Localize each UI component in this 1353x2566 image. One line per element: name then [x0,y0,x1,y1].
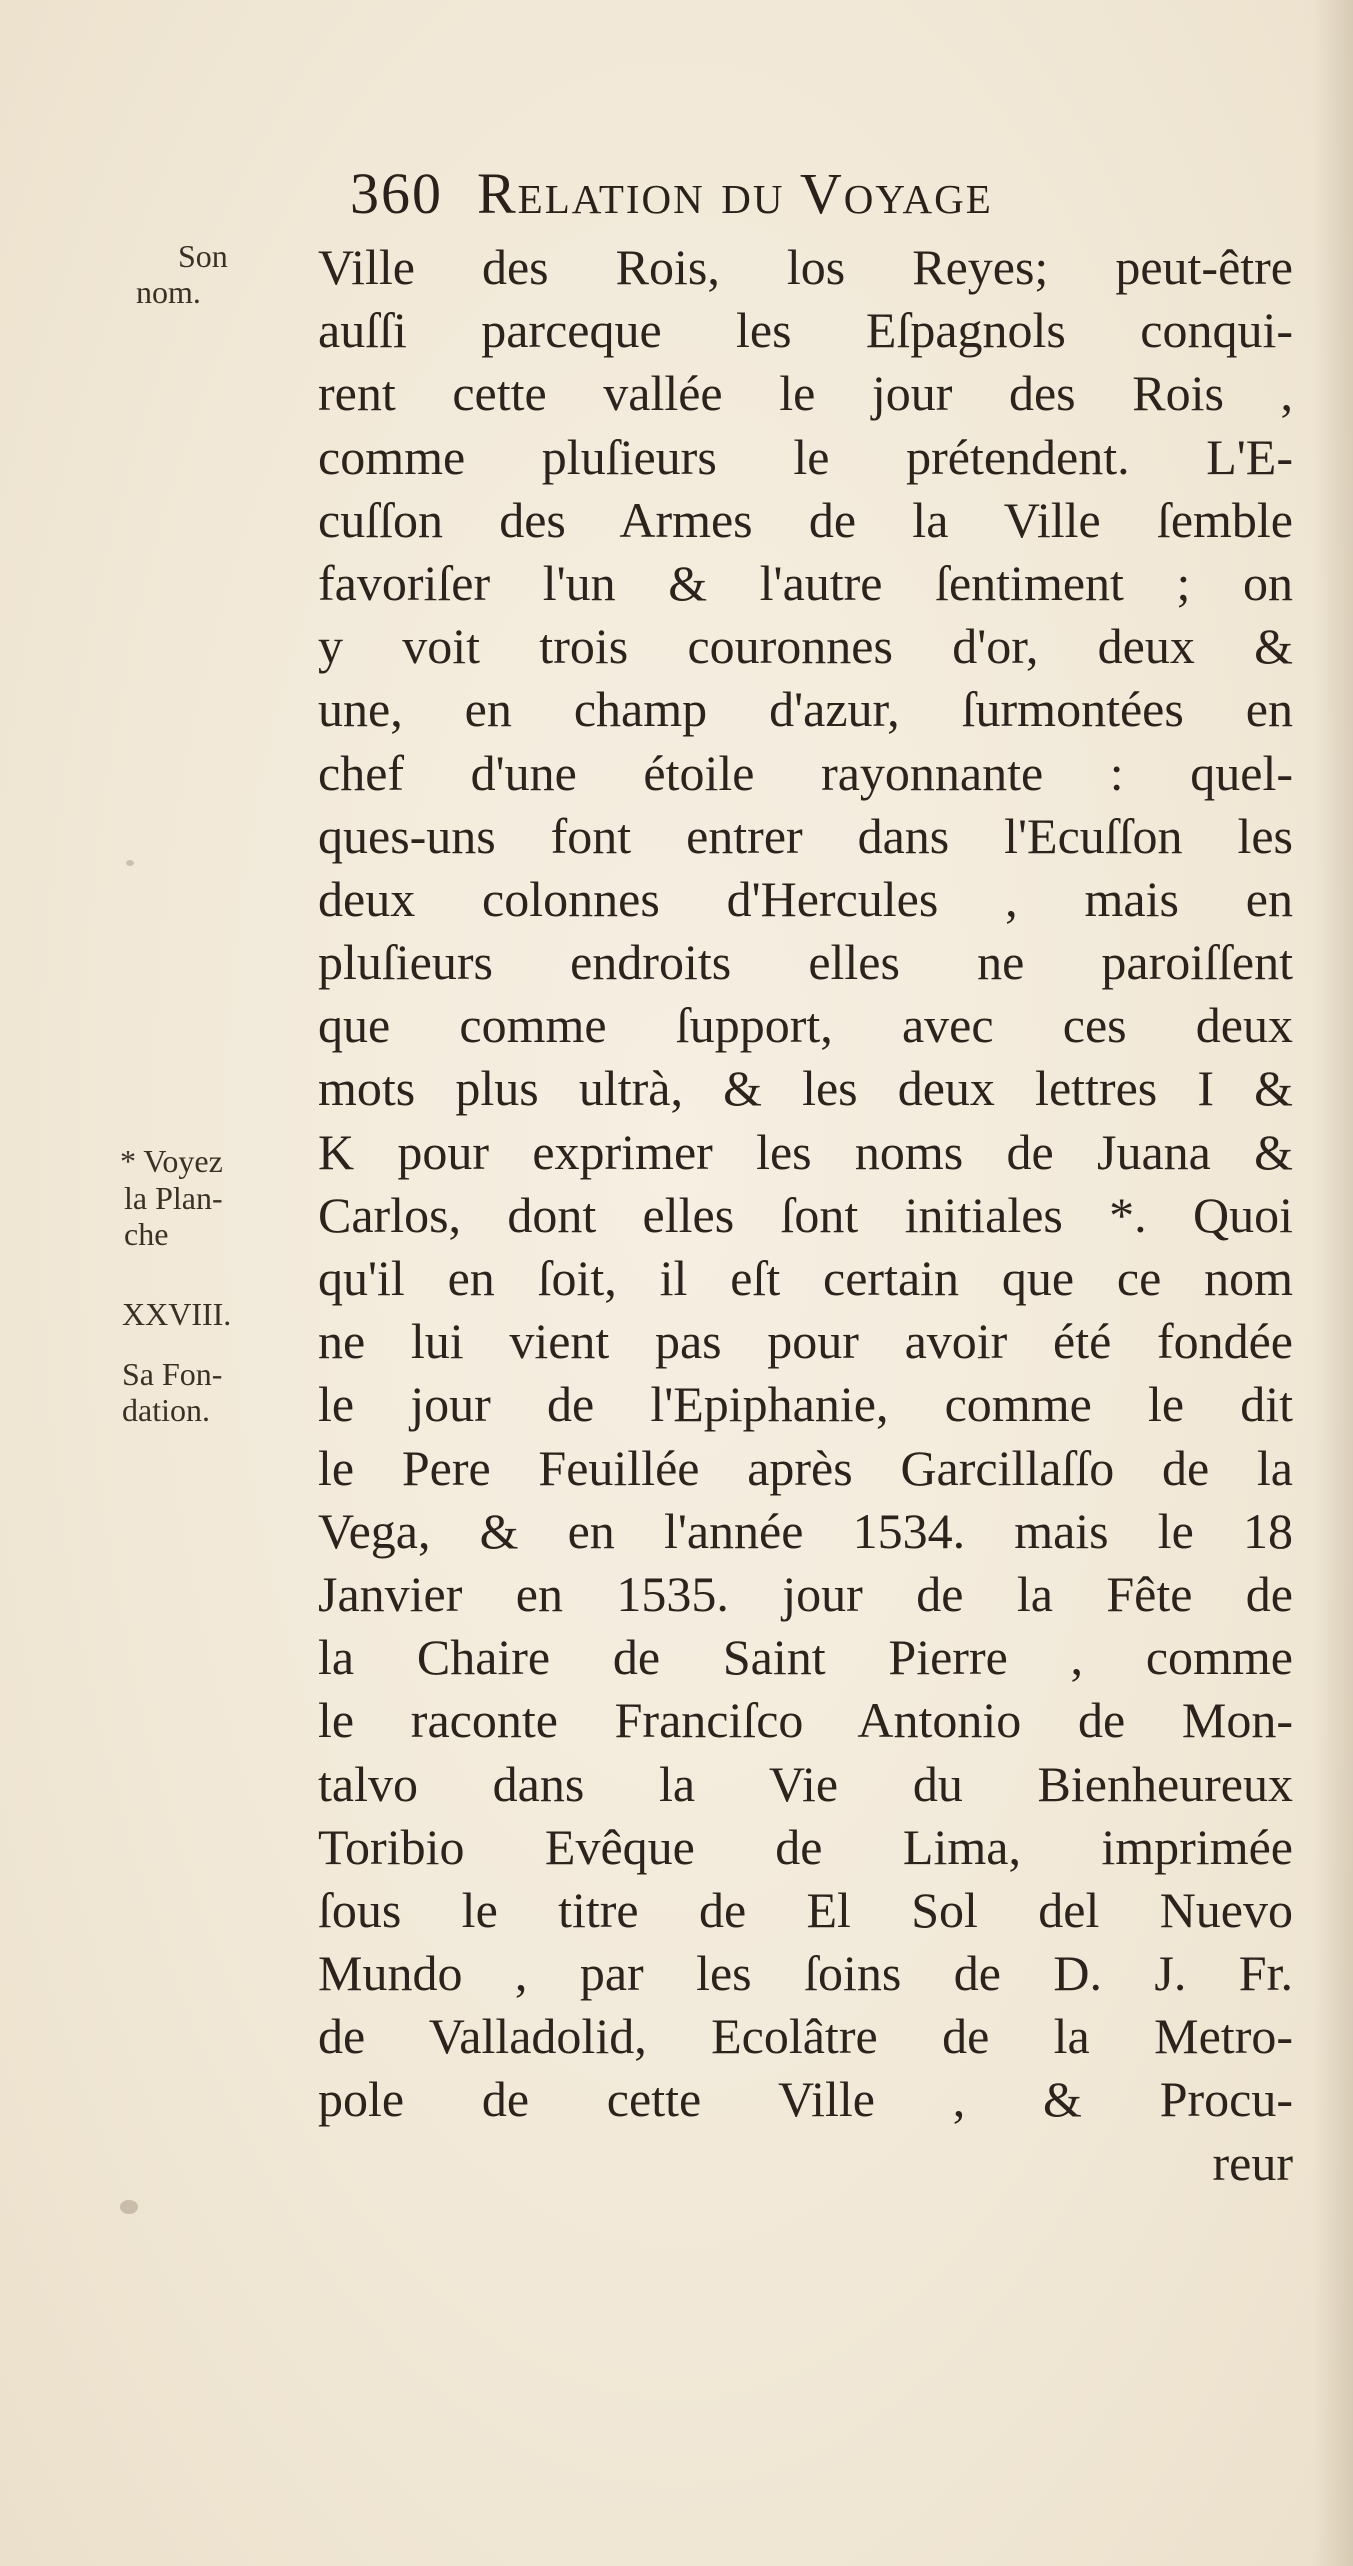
margin-note-voyez: * Voyez [120,1143,223,1179]
running-title: Relation du Voyage [477,161,993,226]
text-line: auſſi parceque les Eſpagnols conqui- [318,302,1293,359]
page-edge-shadow [1313,0,1353,2566]
text-line: la Chaire de Saint Pierre , comme [318,1629,1293,1686]
text-line: Ville des Rois, los Reyes; peut-être [318,239,1293,295]
text-line: Mundo , par les ſoins de D. J. Fr. [318,1945,1293,2002]
margin-note-planche: la Plan- [124,1180,223,1216]
margin-note-che: che [124,1216,169,1252]
running-header [350,160,1250,227]
text-line: Vega, & en l'année 1534. mais le 18 [318,1502,1293,1559]
text-line: ne lui vient pas pour avoir été fondée [318,1313,1293,1370]
text-line: le Pere Feuillée après Garcillaſſo de la [318,1439,1293,1496]
text-line: mots plus ultrà, & les deux lettres I & [318,1060,1293,1117]
ink-spot [126,860,134,866]
text-line: deux colonnes d'Hercules , mais en [318,870,1293,927]
text-line: Toribio Evêque de Lima, imprimée [318,1818,1293,1875]
text-line: le jour de l'Epiphanie, comme le dit [318,1376,1293,1433]
text-line: que comme ſupport, avec ces deux [318,997,1293,1054]
text-line: de Valladolid, Ecolâtre de la Metro- [318,2008,1293,2065]
ink-spot [120,2200,138,2214]
text-line: qu'il en ſoit, il eſt certain que ce nom [318,1250,1293,1306]
text-line: talvo dans la Vie du Bienheureux [318,1755,1293,1812]
margin-note-son: Son [178,238,228,274]
text-line: Carlos, dont elles ſont initiales *. Quoi [318,1186,1293,1243]
text-line: ques-uns font entrer dans l'Ecuſſon les [318,807,1293,864]
margin-note-dation: dation. [122,1392,210,1428]
text-line: chef d'une étoile rayonnante : quel- [318,744,1293,801]
text-line: cuſſon des Armes de la Ville ſemble [318,491,1293,548]
text-line: rent cette vallée le jour des Rois , [318,365,1293,422]
text-line: y voit trois couronnes d'or, deux & [318,618,1293,675]
margin-note-sa-fon: Sa Fon- [122,1356,223,1392]
body-text [318,236,1293,2195]
text-line: Janvier en 1535. jour de la Fête de [318,1565,1293,1622]
margin-note-plate-number: XXVIII. [122,1296,232,1332]
margin-note-nom: nom. [136,274,201,310]
text-line: le raconte Franciſco Antonio de Mon- [318,1692,1293,1749]
text-line: comme pluſieurs le prétendent. L'E- [318,428,1293,485]
text-line: ſous le titre de El Sol del Nuevo [318,1881,1293,1938]
text-line: une, en champ d'azur, ſurmontées en [318,681,1293,738]
text-line: favoriſer l'un & l'autre ſentiment ; on [318,554,1293,611]
text-line: pluſieurs endroits elles ne paroiſſent [318,934,1293,991]
text-line: K pour exprimer les noms de Juana & [318,1123,1293,1180]
text-line: pole de cette Ville , & Procu- [318,2071,1293,2128]
page-number: 360 [350,161,443,226]
catchword: reur [1212,2134,1293,2191]
